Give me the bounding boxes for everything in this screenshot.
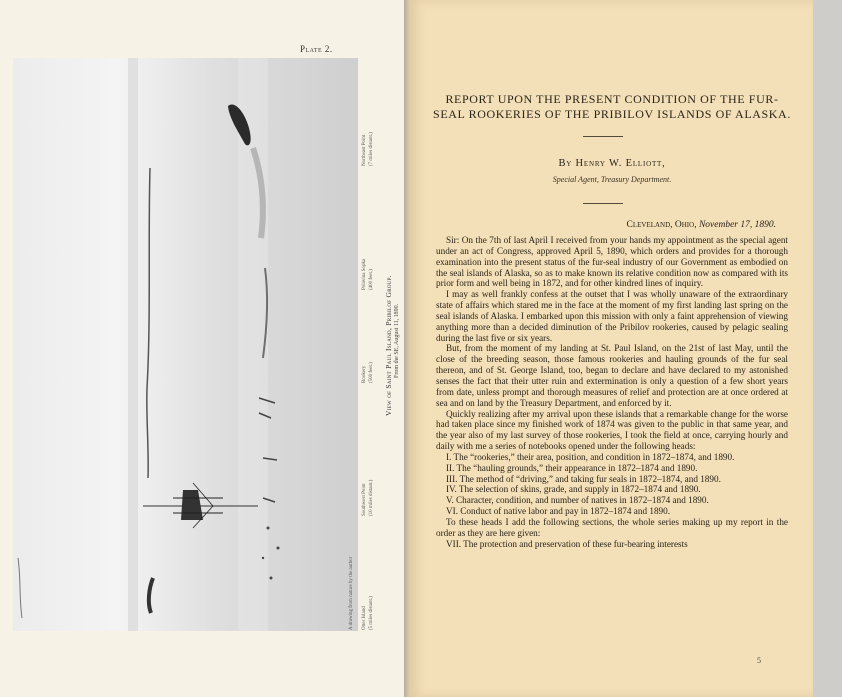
caption-northeast-point: Northeast Point	[362, 134, 367, 166]
plate-captions	[349, 58, 404, 631]
dateline-place: Cleveland, Ohio,	[626, 220, 697, 230]
report-title: REPORT UPON THE PRESENT CONDITION OF THE FUR-SEAL ROOKERIES OF THE PRIBILOV ISLANDS OF ALASKA.	[433, 92, 791, 121]
caption-drawing-note: A drawing from nature by the author	[349, 556, 354, 630]
paragraph: Quickly realizing after my arrival upon these islands that a remarkable change for the worse had taken place since my finished work of 1874 was given to the public in that same year, and the year also of my last survey of those rookeries, I took the field at once, carrying hourly and daily with me a series of notebooks opened under the following heads:	[436, 408, 788, 452]
paragraph: Sir: On the 7th of last April I received from your hands my appointment as the special agent under an act of Congress, approved April 5, 1890, which orders and provides for a thorough examination into the present status of the fur-seal industry of our Government as embodied on the seal islands of Alaska, so as to make known its relative condition now as compared with its prior form and well being in 1872, and for other kindred lines of inquiry.	[436, 235, 788, 289]
list-item-heading: VII. The protection and preservation of these fur-bearing interests	[446, 538, 688, 549]
plate-label: Plate 2.	[300, 44, 333, 54]
caption-polavina-sopka: Polavina Sopka	[362, 258, 367, 290]
report-body	[436, 235, 788, 549]
letter-dateline	[430, 220, 776, 230]
caption-rookery-height: (500 feet.)	[369, 362, 374, 383]
paragraph: I may as well frankly confess at the outset that I was wholly unaware of the extraordinary state of affairs which stared me in the face at the moment of my first landing last spring on the seal islands of Alaska. I embarked upon this mission with only a faint apprehension of viewing anything more than a decided diminution of the Pribilov rookeries, caused by pelagic sealing during the last five or six years.	[436, 289, 788, 343]
plate-illustration	[13, 58, 358, 631]
list-item-heading: IV. The selection of skins, grade, and supply in 1872–1874 and 1890.	[446, 484, 701, 495]
caption-southwest-point: Southwest Point	[362, 483, 367, 516]
caption-view-title: View of Saint Paul Island, Pribilof Group.	[384, 275, 393, 416]
list-item-heading: VI. Conduct of native labor and pay in 1872–1874 and 1890.	[446, 506, 671, 517]
caption-southwest-point-distance: (10 miles distant.)	[369, 479, 374, 516]
author-role: Special Agent, Treasury Department.	[552, 175, 672, 184]
list-item-heading: III. The method of “driving,” and taking fur seals in 1872–1874, and 1890.	[446, 473, 721, 484]
title-rule	[583, 136, 623, 137]
paragraph: But, from the moment of my landing at St. Paul Island, on the 21st of last May, until the close of the breeding season, those famous rookeries and hauling grounds of the fur seal thereon, and of St. George Island, too, began to declare and have declared to my astonished senses the fact that their utter ruin and extermination is only a question of a few short years from date, unless prompt and thorough measures of relief and protection are at once ordered at sea and on land by the Treasury Department, and enforced by it.	[436, 343, 788, 408]
page-number: 5	[757, 656, 761, 665]
caption-otter-island-distance: (5 miles distant.)	[369, 596, 374, 630]
dateline-date: November 17, 1890.	[698, 220, 776, 230]
list-item-heading: V. Character, condition, and number of natives in 1872–1874 and 1890.	[446, 495, 709, 506]
caption-polavina-sopka-height: (400 feet.)	[369, 269, 374, 290]
paragraph: To these heads I add the following sections, the whole series making up my report in the order as they are here given:	[436, 516, 788, 538]
caption-view-date: From the SE, August 11, 1890.	[394, 303, 400, 378]
byline-rule	[583, 203, 623, 204]
list-item-heading: I. The “rookeries,” their area, position, and condition in 1872–1874, and 1890.	[446, 451, 735, 462]
author-byline: By Henry W. Elliott,	[558, 158, 666, 169]
list-item-heading: II. The “hauling grounds,” their appearance in 1872–1874 and 1890.	[446, 462, 698, 473]
caption-otter-island: Otter Island	[362, 606, 367, 630]
caption-northeast-point-distance: (7 miles distant.)	[369, 132, 374, 166]
left-page	[0, 0, 404, 697]
page-edge	[813, 0, 842, 697]
caption-rookery: Rookery	[362, 365, 367, 383]
